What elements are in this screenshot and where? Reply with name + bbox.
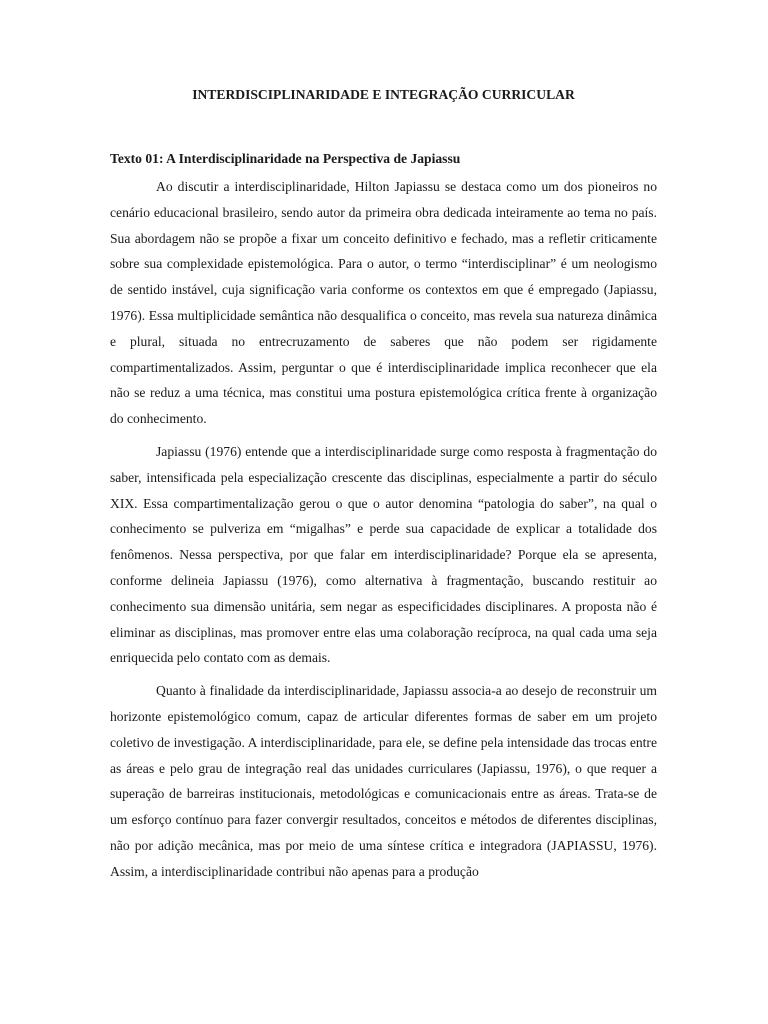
section-title: Texto 01: A Interdisciplinaridade na Perspectiva de Japiassu <box>110 151 461 166</box>
document-body <box>110 86 657 885</box>
body-paragraph-3: Quanto à finalidade da interdisciplinaridade, Japiassu associa-a ao desejo de reconstruir um horizonte epistemológico comum, capaz de articular diferentes formas de saber em um projeto coletivo de investigação. A interdisciplinaridade, para ele, se define pela intensidade das trocas entre as áreas e pelo grau de integração real das unidades curriculares (Japiassu, 1976), o que requer a superação de barreiras institucionais, metodológicas e comunicacionais entre as áreas. Trata-se de um esforço contínuo para fazer convergir resultados, conceitos e métodos de diferentes disciplinas, não por adição mecânica, mas por meio de uma síntese crítica e integradora (JAPIASSU, 1976). Assim, a interdisciplinaridade contribui não apenas para a produção <box>110 683 657 879</box>
document-title: INTERDISCIPLINARIDADE E INTEGRAÇÃO CURRICULAR <box>192 87 575 102</box>
body-paragraph-1: Ao discutir a interdisciplinaridade, Hilton Japiassu se destaca como um dos pioneiros no cenário educacional brasileiro, sendo autor da primeira obra dedicada inteiramente ao tema no país. Sua abordagem não se propõe a fixar um conceito definitivo e fechado, mas a refletir criticamente sobre sua complexidade epistemológica. Para o autor, o termo “interdisciplinar” é um neologismo de sentido instável, cuja significação varia conforme os contextos em que é empregado (Japiassu, 1976). Essa multiplicidade semântica não desqualifica o conceito, mas revela sua natureza dinâmica e plural, situada no entrecruzamento de saberes que não podem ser rigidamente compartimentalizados. Assim, perguntar o que é interdisciplinaridade implica reconhecer que ela não se reduz a uma técnica, mas constitui uma postura epistemológica crítica frente à organização do conhecimento. <box>110 179 657 427</box>
body-paragraph-2: Japiassu (1976) entende que a interdisciplinaridade surge como resposta à fragmentação do saber, intensificada pela especialização crescente das disciplinas, especialmente a partir do século XIX. Essa compartimentalização gerou o que o autor denomina “patologia do saber”, na qual o conhecimento se pulveriza em “migalhas” e perde sua capacidade de explicar a totalidade dos fenômenos. Nessa perspectiva, por que falar em interdisciplinaridade? Porque ela se apresenta, conforme delineia Japiassu (1976), como alternativa à fragmentação, buscando restituir ao conhecimento sua dimensão unitária, sem negar as especificidades disciplinares. A proposta não é eliminar as disciplinas, mas promover entre elas uma colaboração recíproca, na qual cada uma seja enriquecida pelo contato com as demais. <box>110 443 657 666</box>
